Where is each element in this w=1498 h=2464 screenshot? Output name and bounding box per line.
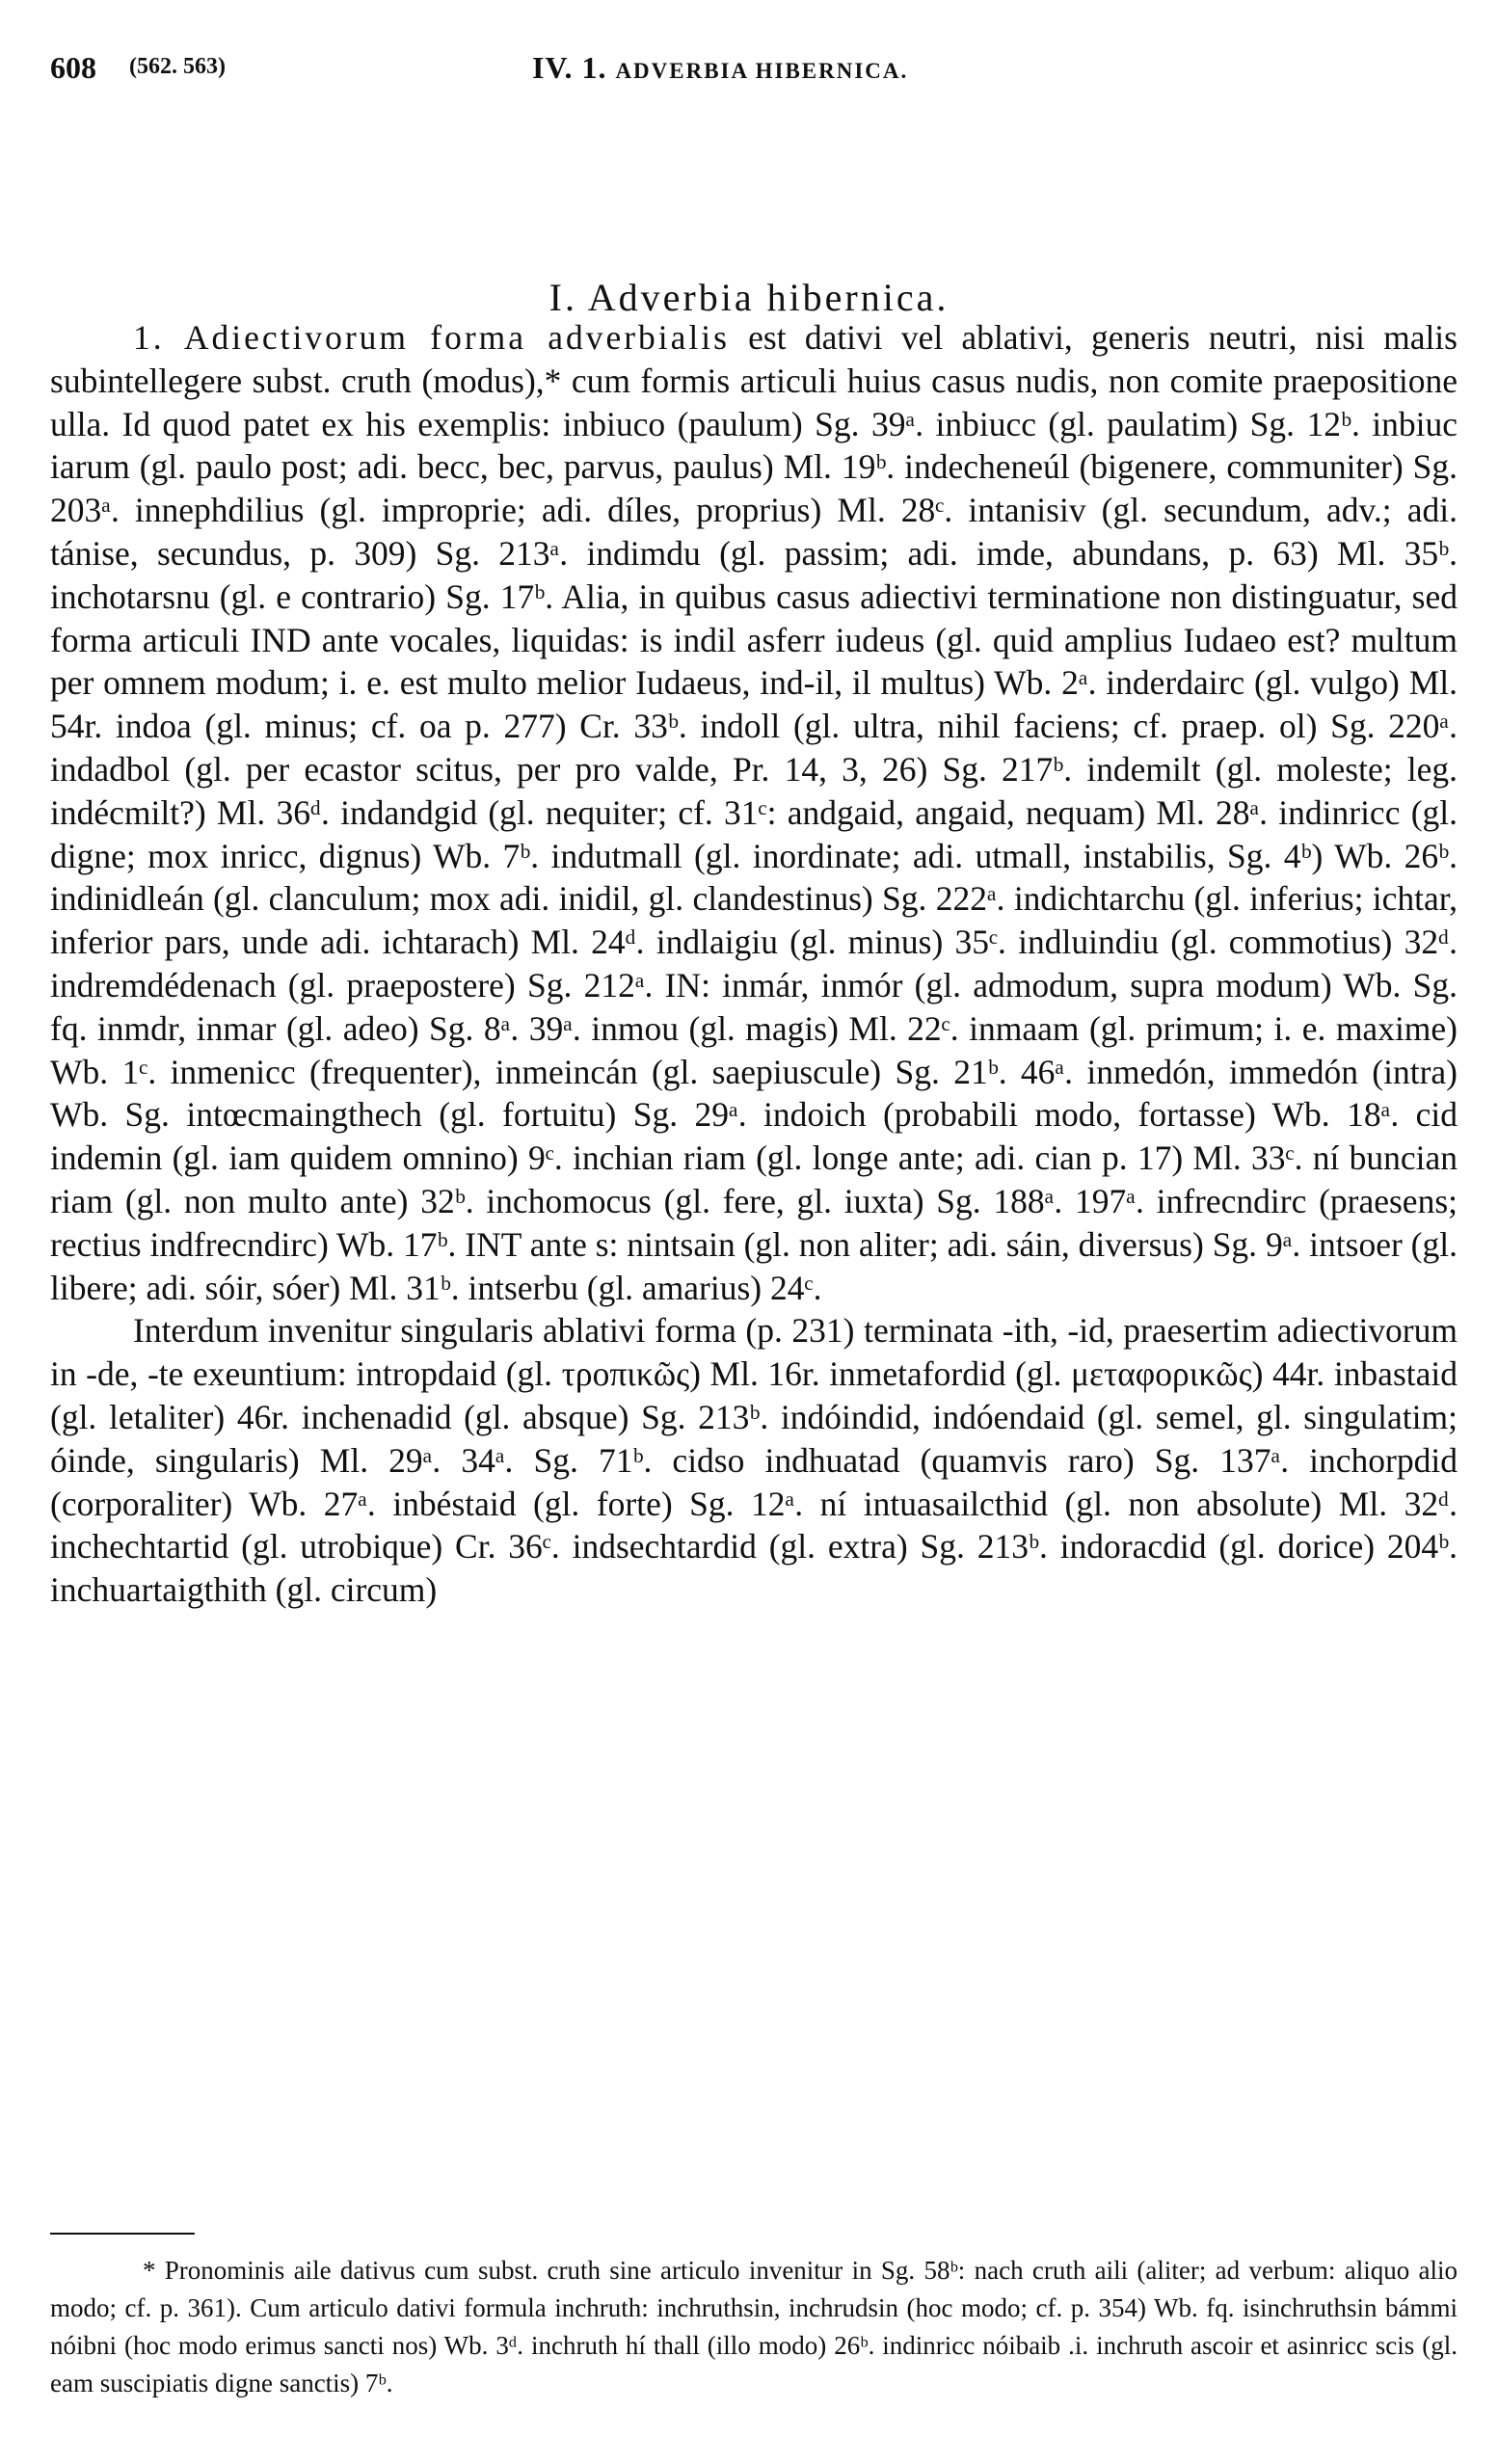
paragraph-2 — [50, 1309, 1458, 1612]
paragraph-body: est dativi vel ablativi, generis neutri, nisi malis subintellegere subst. cruth (modus),* cum formis articuli huius casus nudis, non comite praepositione ulla. Id quod patet ex his exemplis: inbiuco (paulum) Sg. 39ᵃ. inbiucc (gl. paulatim) Sg. 12ᵇ. inbiuc iarum (gl. paulo post; adi. becc, bec, parvus, paulus) Ml. 19ᵇ. indecheneúl (bigenere, communiter) Sg. 203ᵃ. innephdilius (gl. improprie; adi. díles, proprius) Ml. 28ᶜ. intanisiv (gl. secundum, adv.; adi. tánise, secundus, p. 309) Sg. 213ᵃ. indimdu (gl. passim; adi. imde, abundans, p. 63) Ml. 35ᵇ. inchotarsnu (gl. e contrario) Sg. 17ᵇ. Alia, in quibus casus adiectivi terminatione non distinguatur, sed forma articuli IND ante vocales, liquidas: is indil asferr iudeus (gl. quid amplius Iudaeo est? multum per omnem modum; i. e. est multo melior Iudaeus, ind-il, il multus) Wb. 2ᵃ. inderdairc (gl. vulgo) Ml. 54r. indoa (gl. minus; cf. oa p. 277) Cr. 33ᵇ. indoll (gl. ultra, nihil faciens; cf. praep. ol) Sg. 220ᵃ. indadbol (gl. per ecastor scitus, per pro valde, Pr. 14, 3, 26) Sg. 217ᵇ. indemilt (gl. moleste; leg. indécmilt?) Ml. 36ᵈ. indandgid (gl. nequiter; cf. 31ᶜ: andgaid, angaid, nequam) Ml. 28ᵃ. indinricc (gl. digne; mox inricc, dignus) Wb. 7ᵇ. indutmall (gl. inordinate; adi. utmall, instabilis, Sg. 4ᵇ) Wb. 26ᵇ. indinidleán (gl. clanculum; mox adi. inidil, gl. clandestinus) Sg. 222ᵃ. indichtarchu (gl. inferius; ichtar, inferior pars, unde adi. ichtarach) Ml. 24ᵈ. indlaigiu (gl. minus) 35ᶜ. indluindiu (gl. commotius) 32ᵈ. indremdédenach (gl. praepostere) Sg. 212ᵃ. IN: inmár, inmór (gl. admodum, supra modum) Wb. Sg. fq. inmdr, inmar (gl. adeo) Sg. 8ᵃ. 39ᵃ. inmou (gl. magis) Ml. 22ᶜ. inmaam (gl. primum; i. e. maxime) Wb. 1ᶜ. inmenicc (frequenter), inmeincán (gl. saepiuscule) Sg. 21ᵇ. 46ᵃ. inmedón, immedón (intra) Wb. Sg. intœcmaingthech (gl. fortuitu) Sg. 29ᵃ. indoich (probabili modo, fortasse) Wb. 18ᵃ. cid indemin (gl. iam quidem omnino) 9ᶜ. inchian riam (gl. longe ante; adi. cian p. 17) Ml. 33ᶜ. ní buncian riam (gl. non multo ante) 32ᵇ. inchomocus (gl. fere, gl. iuxta) Sg. 188ᵃ. 197ᵃ. infrecndirc (praesens; rectius indfrecndirc) Wb. 17ᵇ. INT ante s: nintsain (gl. non aliter; adi. sáin, diversus) Sg. 9ᵃ. intsoer (gl. libere; adi. sóir, sóer) Ml. 31ᵇ. intserbu (gl. amarius) 24ᶜ. — [50, 318, 1458, 1307]
paragraph-reference: (562. 563) — [129, 54, 226, 79]
footnote — [50, 2252, 1458, 2402]
main-text — [50, 316, 1458, 1612]
paragraph-body: Interdum invenitur singularis ablativi forma (p. 231) terminata -ith, -id, praesertim adiectivorum in -de, -te exeuntium: intropdaid (gl. τροπικῶς) Ml. 16r. inmetafordid (gl. μεταφορικῶς) 44r. inbastaid (gl. letaliter) 46r. inchenadid (gl. absque) Sg. 213ᵇ. indóindid, indóendaid (gl. semel, gl. singulatim; óinde, singularis) Ml. 29ᵃ. 34ᵃ. Sg. 71ᵇ. cidso indhuatad (quamvis raro) Sg. 137ᵃ. inchorpdid (corporaliter) Wb. 27ᵃ. inbéstaid (gl. forte) Sg. 12ᵃ. ní intuasailcthid (gl. non absolute) Ml. 32ᵈ. inchechtartid (gl. utrobique) Cr. 36ᶜ. indsechtardid (gl. extra) Sg. 213ᵇ. indoracdid (gl. dorice) 204ᵇ. inchuartaigthith (gl. circum) — [50, 1311, 1458, 1610]
book-number: IV. 1. — [532, 50, 607, 85]
footnote-rule — [50, 2233, 195, 2235]
footnote-text: * Pronominis aile dativus cum subst. cruth sine articulo invenitur in Sg. 58ᵇ: nach cruth aili (aliter; ad verbum: aliquo alio modo; cf. p. 361). Cum articulo dativi formula inchruth: inchruthsin, inchrudsin (hoc modo; cf. p. 354) Wb. fq. isinchruthsin bámmi nóibni (hoc modo erimus sancti nos) Wb. 3ᵈ. inchruth hí thall (illo modo) 26ᵇ. indinricc nóibaib .i. inchruth ascoir et asinricc scis (gl. eam suscipiatis digne sanctis) 7ᵇ. — [50, 2256, 1458, 2397]
running-head — [50, 50, 1458, 93]
paragraph-1 — [50, 316, 1458, 1309]
paragraph-lead: 1. Adiectivorum forma adverbialis — [133, 318, 730, 357]
section-title: I. Adverbia hibernica. — [548, 275, 950, 319]
page-number: 608 — [50, 50, 96, 85]
running-title — [532, 50, 908, 86]
running-title-text: ADVERBIA HIBERNICA. — [615, 59, 909, 83]
